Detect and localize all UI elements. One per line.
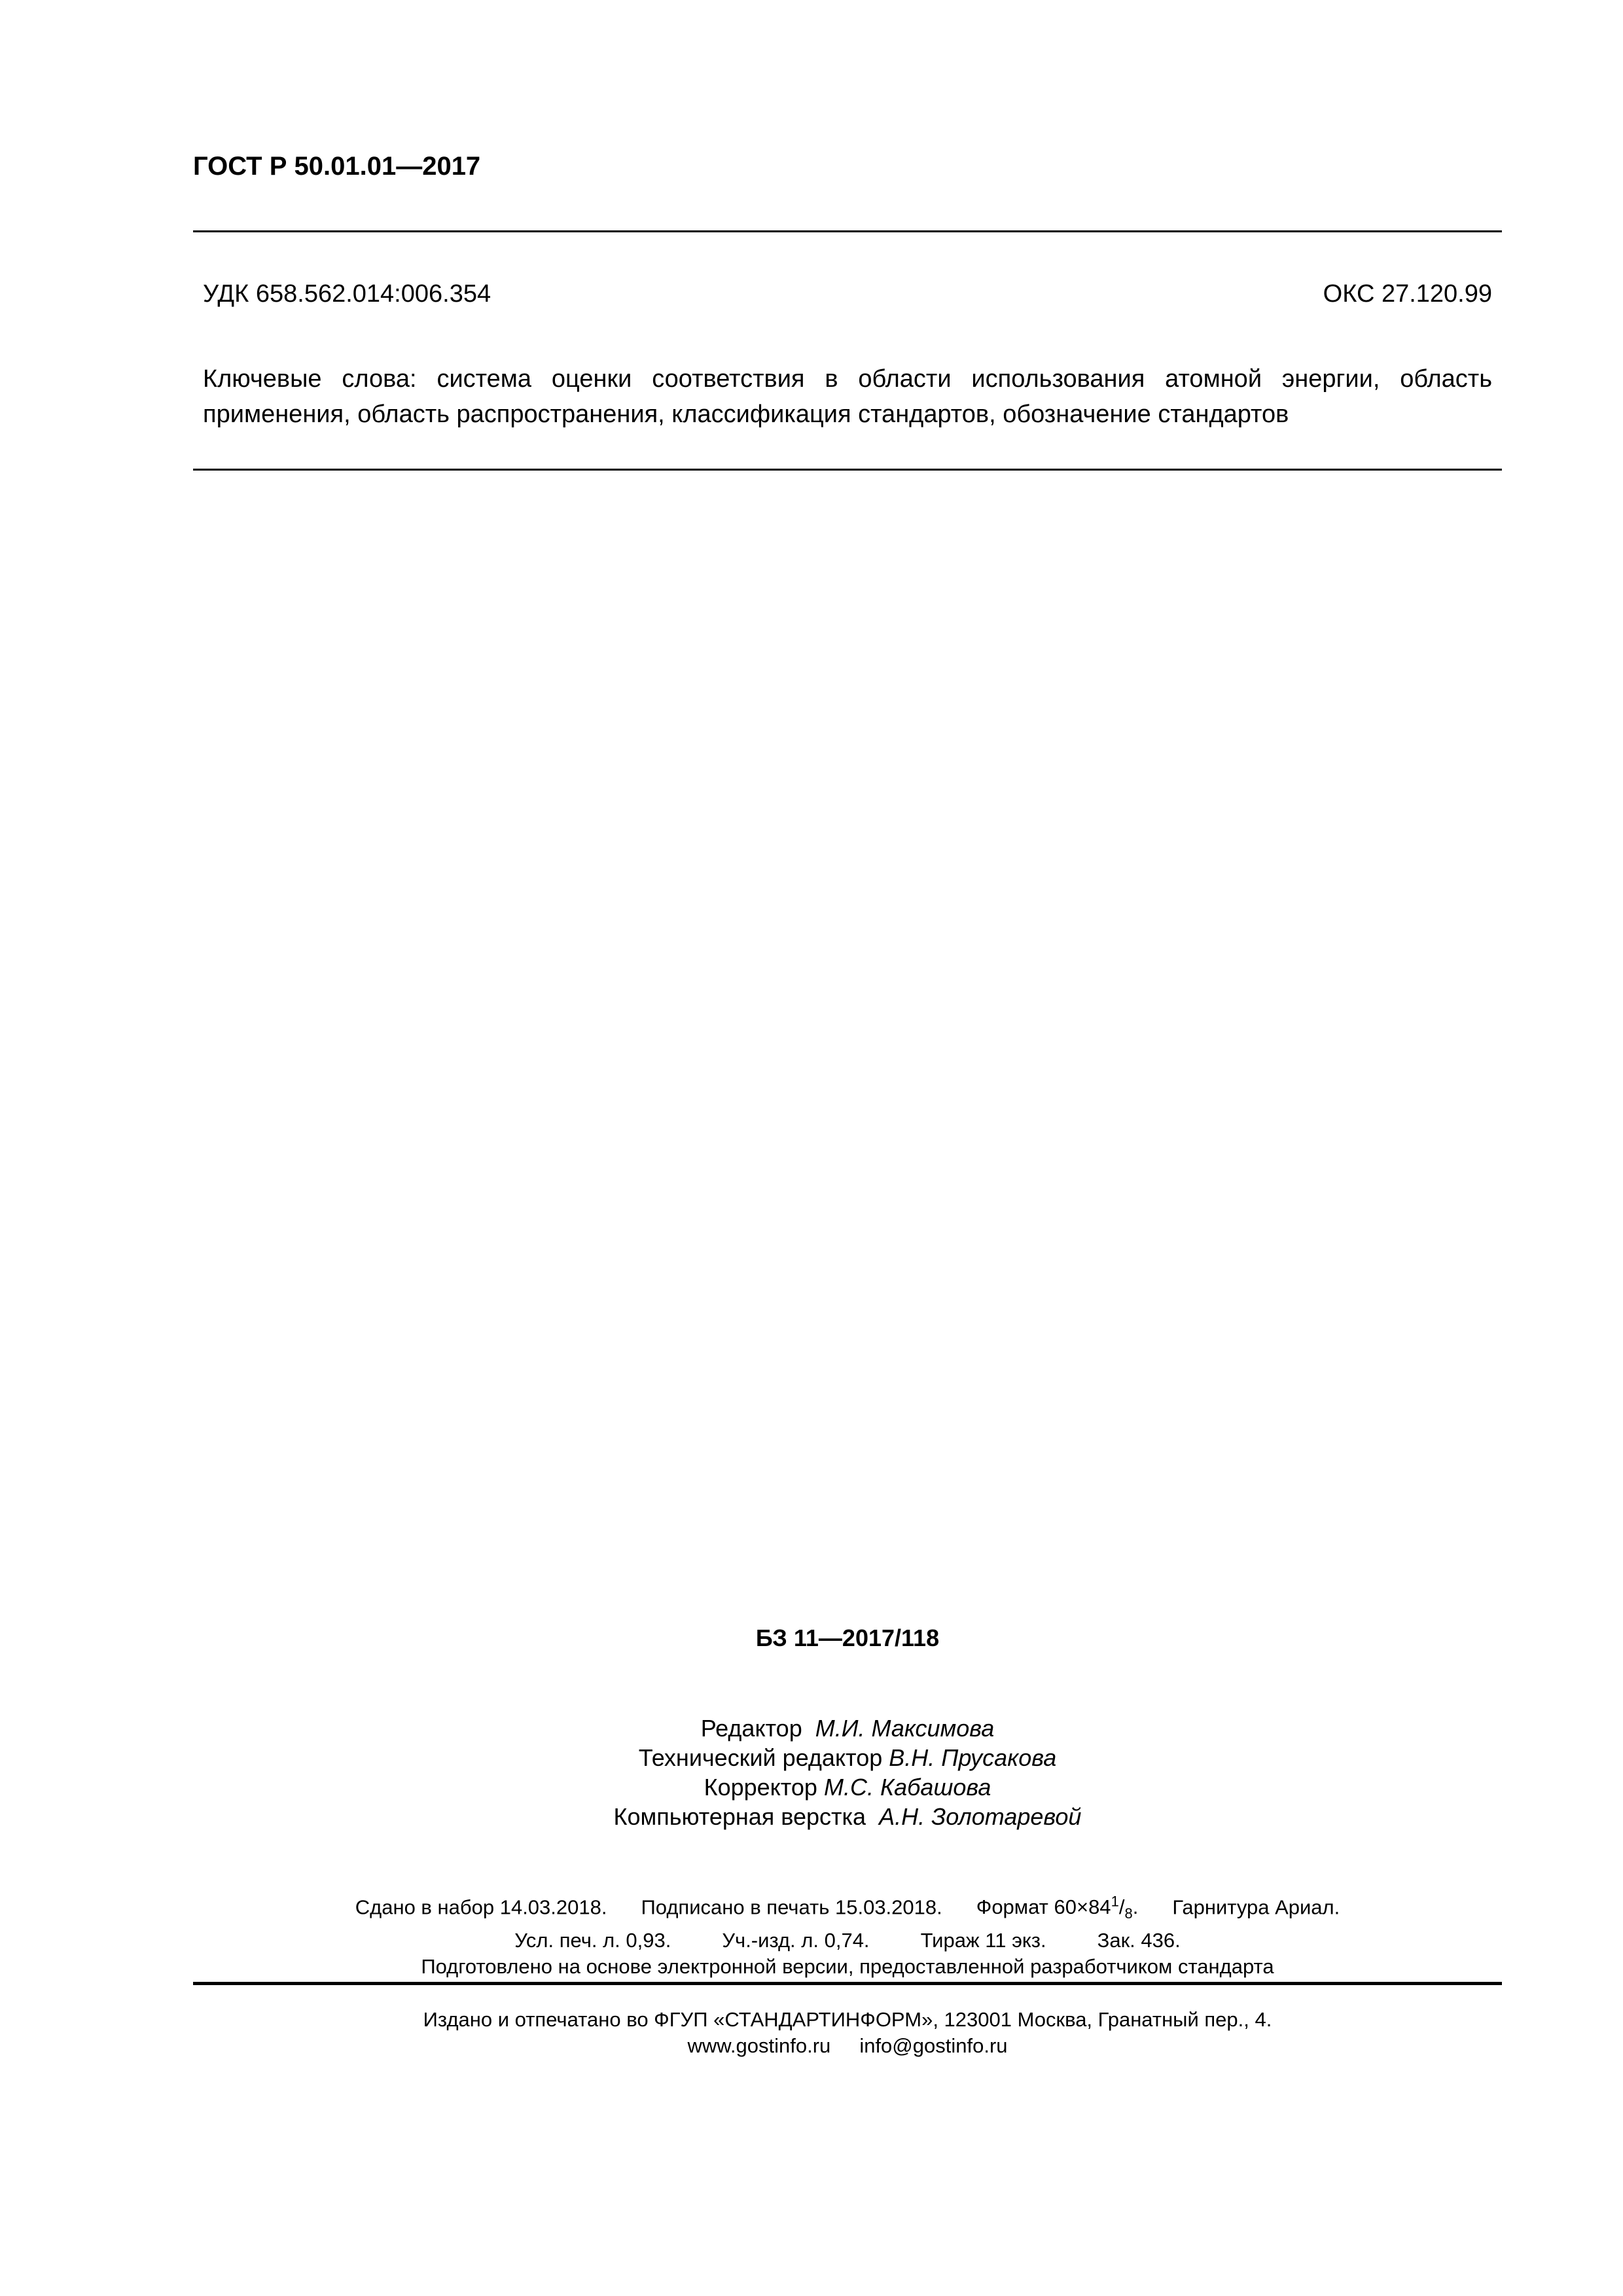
- credit-tech-editor-name: В.Н. Прусакова: [889, 1744, 1057, 1771]
- keywords-line-1: Ключевые слова: система оценки соответствия в области использования атомной энергии, область: [203, 365, 1492, 393]
- credit-layout-label: Компьютерная верстка: [613, 1803, 866, 1830]
- top-divider: [193, 230, 1502, 232]
- credit-corrector-label: Корректор: [704, 1774, 817, 1801]
- publisher-email: info@gostinfo.ru: [859, 2034, 1008, 2057]
- bottom-divider: [193, 1982, 1502, 1985]
- keywords-block: [203, 361, 1492, 432]
- credit-tech-editor-label: Технический редактор: [638, 1744, 883, 1771]
- publisher-website: www.gostinfo.ru: [687, 2034, 831, 2057]
- publisher-line: Издано и отпечатано во ФГУП «СТАНДАРТИНФОРМ», 123001 Москва, Гранатный пер., 4.: [423, 2008, 1272, 2031]
- order-number: Зак. 436.: [1097, 1928, 1181, 1952]
- print-details-line-2: [193, 1928, 1502, 1954]
- typeface: Гарнитура Ариал.: [1172, 1895, 1340, 1919]
- document-designation: ГОСТ Р 50.01.01—2017: [193, 152, 481, 181]
- oks-code: ОКС 27.120.99: [1323, 280, 1492, 308]
- edit-sheets: Уч.-изд. л. 0,74.: [722, 1928, 870, 1952]
- credit-corrector-name: М.С. Кабашова: [823, 1774, 991, 1801]
- bz-number: БЗ 11—2017/118: [755, 1624, 940, 1651]
- print-run: Тираж 11 экз.: [920, 1928, 1046, 1952]
- typeset-date: Сдано в набор 14.03.2018.: [355, 1895, 607, 1919]
- keywords-line-2: применения, область распространения, классификация стандартов, обозначение стандартов: [203, 401, 1289, 428]
- credit-layout-name: А.Н. Золотаревой: [879, 1803, 1082, 1830]
- credit-editor-name: М.И. Максимова: [815, 1715, 995, 1742]
- staff-credits: [193, 1713, 1502, 1831]
- credit-editor: [193, 1713, 1502, 1743]
- credit-corrector: [193, 1772, 1502, 1802]
- print-sheets: Усл. печ. л. 0,93.: [514, 1928, 671, 1952]
- prepared-note: Подготовлено на основе электронной версии, предоставленной разработчиком стандарта: [421, 1954, 1274, 1978]
- credit-layout: [193, 1802, 1502, 1831]
- signed-date: Подписано в печать 15.03.2018.: [641, 1895, 942, 1919]
- udk-code: УДК 658.562.014:006.354: [203, 280, 491, 308]
- print-details: [193, 1889, 1502, 1980]
- keywords-divider: [193, 469, 1502, 471]
- paper-format: Формат $60\times 84^1/_8$.: [976, 1893, 1139, 1922]
- credit-editor-label: Редактор: [700, 1715, 802, 1742]
- publisher-contacts: [193, 2033, 1502, 2059]
- credit-tech-editor: [193, 1743, 1502, 1772]
- print-details-line-1: [193, 1889, 1502, 1928]
- publisher-info: [193, 2007, 1502, 2059]
